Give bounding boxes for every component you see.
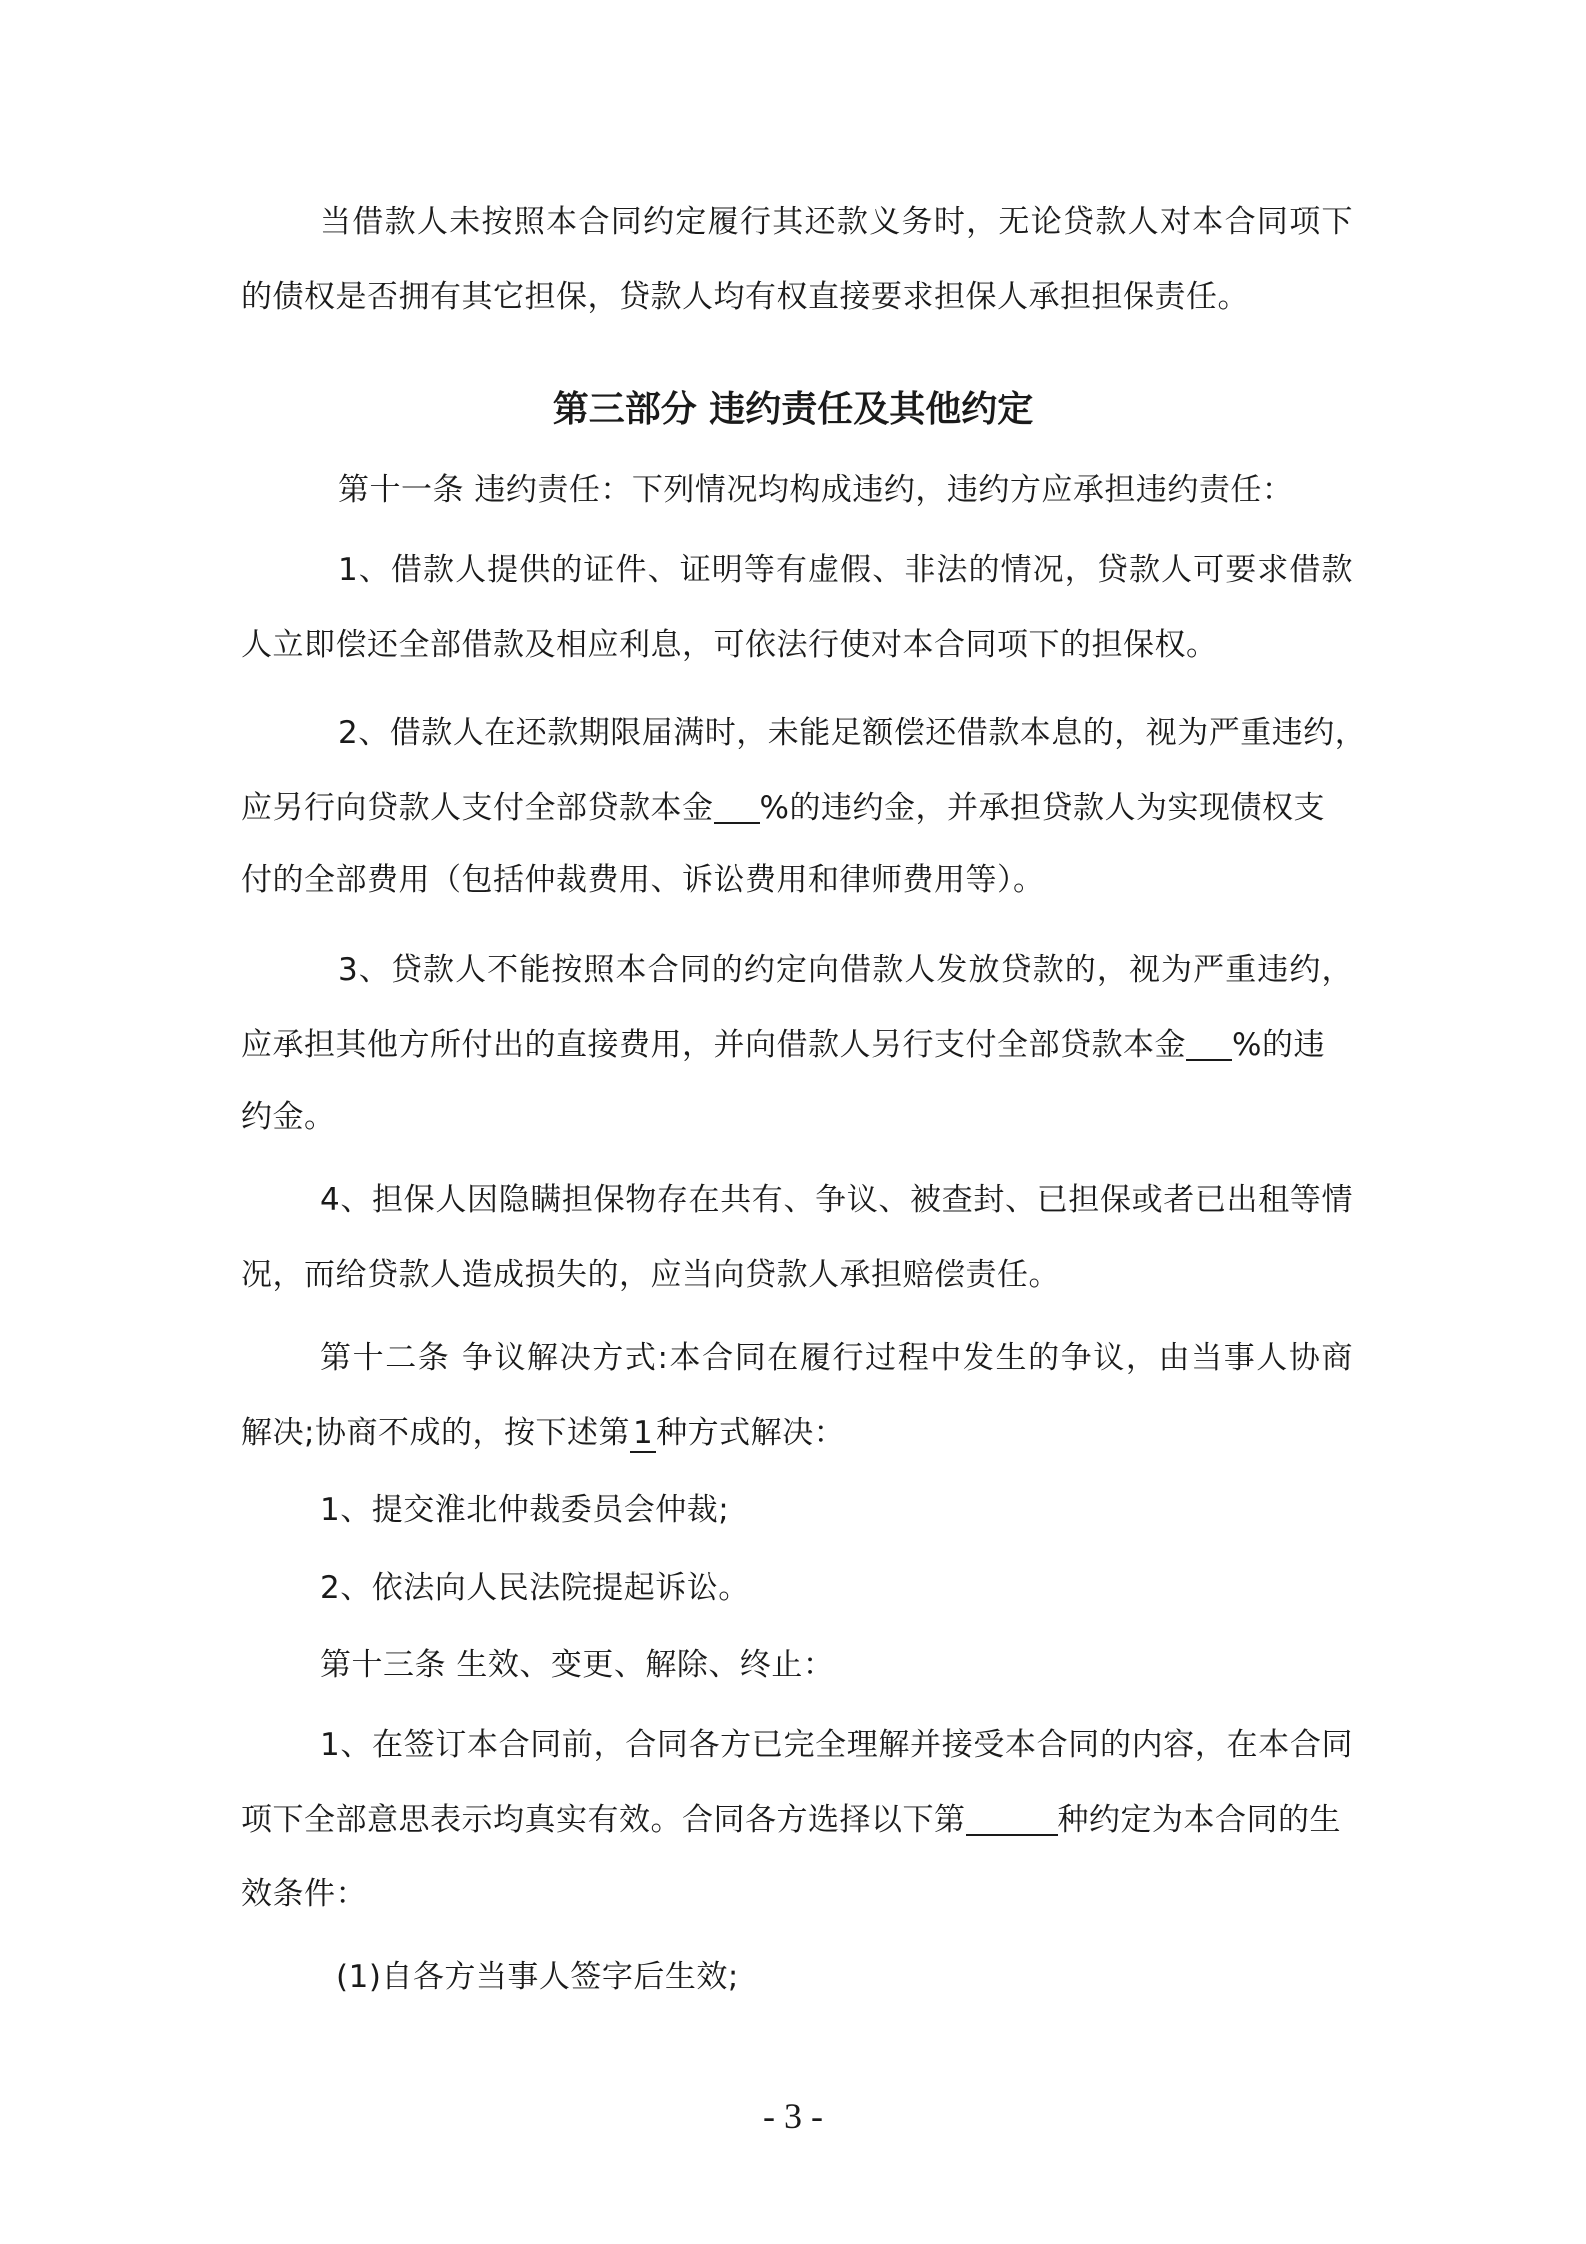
- dispute-method-value[interactable]: 1: [630, 1415, 656, 1453]
- penalty-percent-blank-1[interactable]: [714, 792, 760, 824]
- article-13-item-1-line-1: 1、在签订本合同前，合同各方已完全理解并接受本合同的内容，在本合同: [320, 1727, 1353, 1763]
- article-12-text-after-value: 种方式解决：: [656, 1415, 846, 1451]
- item-2-text-after-blank: %的违约金，并承担贷款人为实现债权支: [759, 790, 1325, 826]
- article-11-item-1-line-1: 1、借款人提供的证件、证明等有虚假、非法的情况，贷款人可要求借款: [338, 552, 1353, 588]
- article-11-item-3-line-1: 3、贷款人不能按照本合同的约定向借款人发放贷款的，视为严重违约，: [338, 952, 1353, 988]
- page-number: - 3 -: [763, 2096, 823, 2136]
- article-11-item-1-line-2: 人立即偿还全部借款及相应利息，可依法行使对本合同项下的担保权。: [241, 627, 1218, 663]
- penalty-percent-blank-2[interactable]: [1186, 1029, 1232, 1061]
- article-12-line-1: 第十二条 争议解决方式:本合同在履行过程中发生的争议，由当事人协商: [320, 1340, 1353, 1376]
- article-11-item-4-line-1: 4、担保人因隐瞒担保物存在共有、争议、被查封、已担保或者已出租等情: [320, 1182, 1353, 1218]
- item-3-text-after-blank: %的违: [1232, 1027, 1325, 1063]
- article-11-item-4-line-2: 况，而给贷款人造成损失的，应当向贷款人承担赔偿责任。: [241, 1257, 1060, 1293]
- article-13-text-after-blank: 种约定为本合同的生: [1057, 1802, 1341, 1838]
- section-title: 第三部分 违约责任及其他约定: [552, 389, 1034, 430]
- article-11-title: 第十一条 违约责任：下列情况均构成违约，违约方应承担违约责任：: [338, 472, 1294, 508]
- effective-condition-1: (1)自各方当事人签字后生效;: [336, 1959, 739, 1995]
- dispute-option-2: 2、依法向人民法院提起诉讼。: [320, 1570, 750, 1606]
- article-11-item-2-line-1: 2、借款人在还款期限届满时，未能足额偿还借款本息的，视为严重违约，: [338, 715, 1367, 751]
- item-3-text-before-blank: 应承担其他方所付出的直接费用，并向借款人另行支付全部贷款本金: [241, 1027, 1186, 1063]
- effective-condition-blank[interactable]: [966, 1804, 1058, 1836]
- intro-line-2: 的债权是否拥有其它担保，贷款人均有权直接要求担保人承担担保责任。: [241, 279, 1249, 315]
- article-11-item-3-line-2: [241, 1025, 1353, 1065]
- item-2-text-before-blank: 应另行向贷款人支付全部贷款本金: [241, 790, 714, 826]
- article-13-item-1-line-2: [241, 1800, 1353, 1840]
- intro-line-1: 当借款人未按照本合同约定履行其还款义务时，无论贷款人对本合同项下: [320, 204, 1353, 240]
- article-12-text-before-value: 解决;协商不成的，按下述第: [241, 1415, 630, 1451]
- article-12-line-2: [241, 1413, 1353, 1453]
- article-11-item-2-line-2: [241, 788, 1353, 828]
- article-13-title: 第十三条 生效、变更、解除、终止：: [320, 1647, 835, 1683]
- dispute-option-1: 1、提交淮北仲裁委员会仲裁;: [320, 1492, 730, 1528]
- article-13-item-1-line-3: 效条件：: [241, 1876, 367, 1912]
- article-11-item-3-line-3: 约金。: [241, 1099, 336, 1135]
- article-11-item-2-line-3: 付的全部费用（包括仲裁费用、诉讼费用和律师费用等）。: [241, 862, 1045, 898]
- article-13-text-before-blank: 项下全部意思表示均真实有效。合同各方选择以下第: [241, 1802, 966, 1838]
